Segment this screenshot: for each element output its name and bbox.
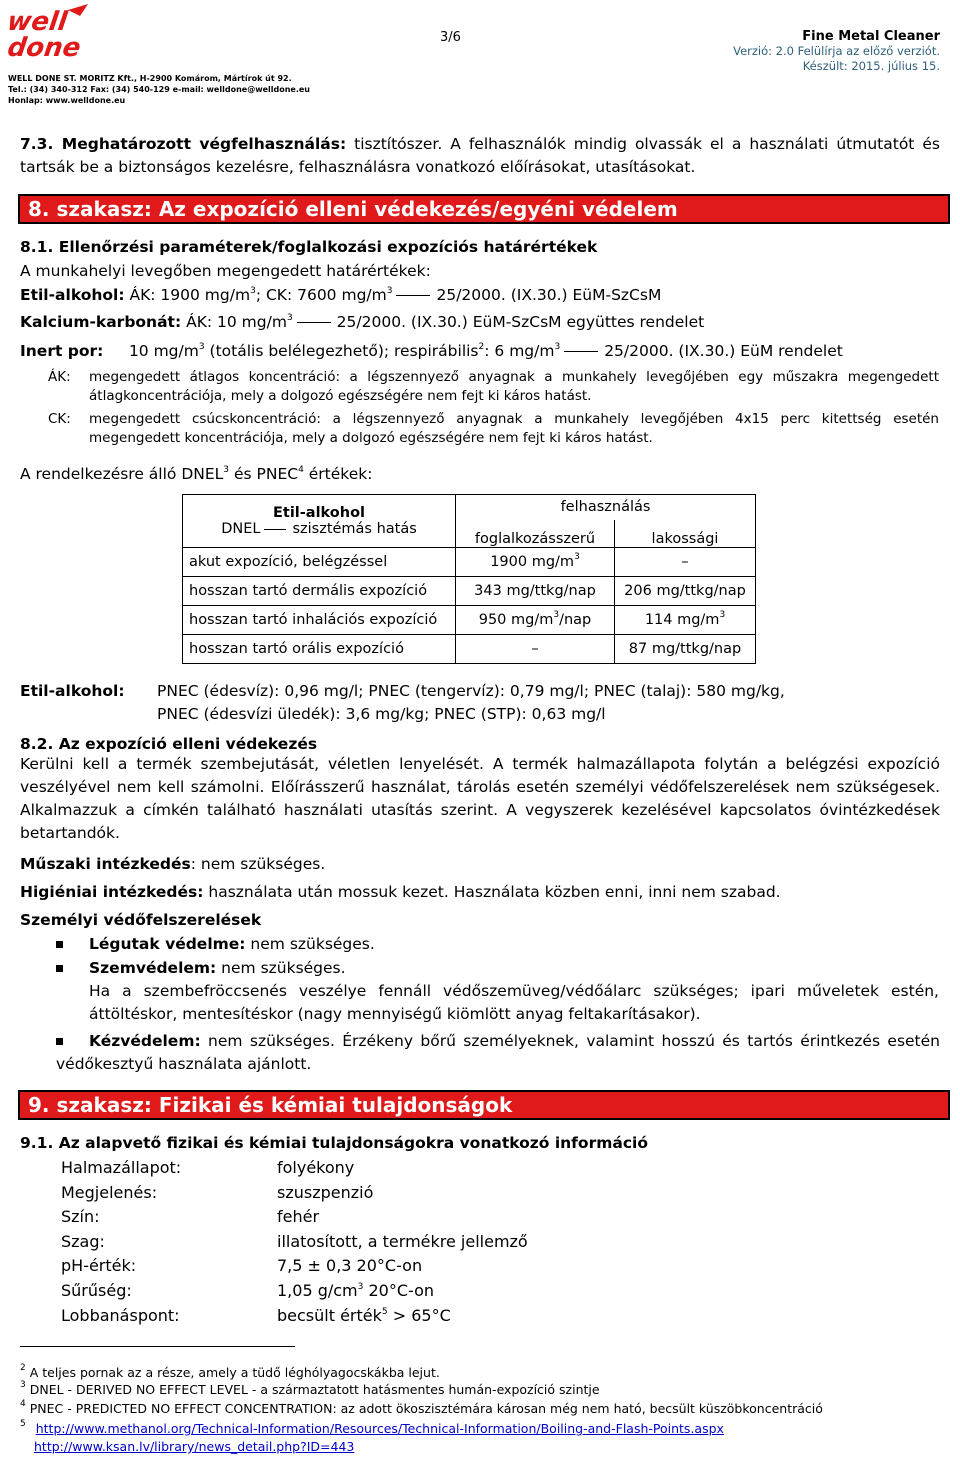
- sup: 3: [250, 286, 256, 296]
- document-header-right: [733, 29, 940, 74]
- company-web: Honlap: www.welldone.eu: [8, 96, 126, 105]
- sup: 3: [386, 286, 393, 296]
- cell-value: 1900 mg/m: [490, 554, 575, 570]
- item-label: Szemvédelem:: [89, 959, 217, 977]
- version-text: Verzió: 2.0 Felülírja az előző verziót.: [733, 44, 940, 58]
- table-row: [61, 1254, 528, 1279]
- cell-value-tail: /nap: [559, 612, 592, 628]
- section-8-2-heading: 8.2. Az expozíció elleni védekezés: [20, 735, 318, 753]
- sup: 3: [553, 610, 560, 620]
- limit-inert-desc: (totális belélegezhető); respirábilis: [209, 342, 479, 360]
- table-row: [61, 1230, 528, 1255]
- dnel-col-public: lakossági: [615, 520, 756, 548]
- prop-key: pH-érték:: [61, 1256, 137, 1276]
- limit-inert: [20, 340, 843, 362]
- value: 1,05 g/cm: [277, 1280, 358, 1300]
- section-8-2-text: Kerülni kell a termék szembejutását, véletlen lenyelését. A termék halmazállapota folytán a belégzési expozíció veszélyével nem kell számolni. Előírásszerű használat, tárolás esetén személyi védőfelszerelések nem szükségesek. Alkalmazzuk a címkén található használati utasítás szerint. A vegyszerek kezelésével kapcsolatos óvintézkedések betartandók.: [20, 755, 940, 842]
- table-row: [61, 1279, 528, 1304]
- dnel-intro-c: értékek:: [308, 465, 373, 483]
- sup: 3: [357, 1281, 364, 1292]
- dnel-cell: [615, 606, 756, 635]
- footnote: [20, 1365, 440, 1381]
- section-9-1-heading: 9.1. Az alapvető fizikai és kémiai tulajdonságokra vonatkozó információ: [20, 1134, 648, 1152]
- dash-line: [264, 529, 286, 530]
- date-text: Készült: 2015. július 15.: [802, 59, 940, 73]
- footnote-number: 2: [20, 1363, 26, 1373]
- prop-value: illatosított, a termékre jellemző: [277, 1231, 528, 1251]
- section-7-3-heading: 7.3. Meghatározott végfelhasználás:: [20, 135, 347, 153]
- ak-definition: megengedett átlagos koncentráció: a légszennyező anyagnak a munkahely levegőjében egy műszakra megengedett átlagkoncentrációja, mely a dolgozó egészségére nem fejt ki káros hatást.: [89, 369, 939, 404]
- sup: 5: [381, 1306, 388, 1317]
- table-row: [61, 1304, 528, 1329]
- ak-label: ÁK:: [48, 369, 71, 385]
- footnote-link[interactable]: http://www.methanol.org/Technical-Information/Resources/Technical-Information/Boiling-and-Flash-Points.aspx: [35, 1421, 724, 1436]
- sup: 3: [198, 342, 205, 352]
- limit-kalc-ak: ÁK: 10 mg/m: [186, 313, 287, 331]
- dnel-intro-b: és PNEC: [233, 465, 299, 483]
- item-extra: Ha a szembefröccsenés veszélye fennáll védőszemüveg/védőálarc szükséges; ipari műveletek estén, áttöltéskor, mentesítéskor (nagy mennyiségű kiömlött anyag feltakarításakor).: [89, 982, 939, 1023]
- footnote-text: A teljes pornak az a része, amely a tüdő léghólyagocskákba lejut.: [29, 1365, 440, 1380]
- muszaki-text: : nem szükséges.: [190, 855, 326, 873]
- footnote-number: 5: [20, 1419, 26, 1429]
- section-7-3: [20, 133, 940, 179]
- limit-kalc-ref: 25/2000. (IX.30.) EüM-SzCsM együttes rendelet: [336, 313, 705, 331]
- prop-key: Halmazállapot:: [61, 1158, 182, 1177]
- bullet-square-icon: [56, 941, 63, 948]
- prop-value: fehér: [277, 1207, 320, 1227]
- table-row: [183, 635, 756, 664]
- table-row: [61, 1156, 528, 1181]
- sup: 3: [223, 465, 230, 475]
- footnote-number: 3: [20, 1380, 26, 1390]
- bullet-square-icon: [56, 965, 63, 972]
- footnote: [20, 1421, 724, 1437]
- ck-definition: megengedett csúcskoncentráció: a légszennyező anyagnak a munkahely levegőjében 4x15 perc kitettség esetén megengedett koncentrációja, mely a dolgozó egészségére nem fejt ki káros hatást.: [89, 411, 939, 446]
- table-row: [61, 1205, 528, 1230]
- limit-etil: [20, 284, 661, 306]
- sup: 3: [574, 552, 580, 562]
- pnec-label: Etil-alkohol:: [20, 682, 125, 700]
- cell-value: 950 mg/m: [478, 612, 554, 628]
- prop-key: Szag:: [61, 1231, 105, 1251]
- section-8-title: 8. szakasz: Az expozíció elleni védekezés/egyéni védelem: [18, 194, 950, 224]
- table-row: [183, 548, 756, 577]
- value: becsült érték: [277, 1305, 382, 1325]
- item-text: nem szükséges.: [245, 935, 375, 953]
- prop-key: Sűrűség:: [61, 1280, 132, 1300]
- dnel-cell: [456, 548, 615, 577]
- limits-intro: A munkahelyi levegőben megengedett határértékek:: [20, 262, 431, 280]
- footnote: [20, 1401, 823, 1417]
- prop-value: folyékony: [277, 1158, 355, 1177]
- ck-label: CK:: [48, 411, 71, 427]
- prop-value: 7,5 ± 0,3 20°C-on: [277, 1256, 423, 1276]
- muszaki-label: Műszaki intézkedés: [20, 855, 191, 873]
- limit-kalc: [20, 311, 704, 333]
- bullet-square-icon: [56, 1038, 63, 1045]
- limit-etil-label: Etil-alkohol:: [20, 286, 125, 304]
- limit-etil-ref: 25/2000. (IX.30.) EüM-SzCsM: [436, 286, 662, 304]
- footnote-text: PNEC - PREDICTED NO EFFECT CONCENTRATION: az adott ökoszisztémára károsan még nem ható, becsült küszöbkoncentráció: [29, 1401, 823, 1416]
- dnel-label-a: DNEL: [221, 521, 261, 537]
- section-9-title: 9. szakasz: Fizikai és kémiai tulajdonságok: [18, 1090, 950, 1120]
- item-label: Kézvédelem:: [89, 1032, 201, 1050]
- dnel-row-label: hosszan tartó orális expozíció: [183, 635, 456, 664]
- limit-etil-ck: ; CK: 7600 mg/m: [255, 286, 387, 304]
- dnel-cell: –: [456, 635, 615, 664]
- dnel-row-label: hosszan tartó dermális expozíció: [183, 577, 456, 606]
- higienia-label: Higiéniai intézkedés:: [20, 883, 204, 901]
- section-7-3-text: tisztítószer. A felhasználók mindig olvassák el a használati útmutatót és tartsák be a biztonságos kezelésre, felhasználásra vonatkozó előírásokat, utasításokat.: [20, 135, 940, 176]
- limit-inert-resp: : 6 mg/m: [484, 342, 555, 360]
- dnel-cell: 343 mg/ttkg/nap: [456, 577, 615, 606]
- product-name: Fine Metal Cleaner: [802, 29, 940, 44]
- dnel-cell: –: [615, 548, 756, 577]
- pnec-line-1: PNEC (édesvíz): 0,96 mg/l; PNEC (tengervíz): 0,79 mg/l; PNEC (talaj): 580 mg/kg,: [157, 682, 785, 700]
- item-label: Légutak védelme:: [89, 935, 246, 953]
- table-row: [183, 606, 756, 635]
- section-8-1-heading: 8.1. Ellenőrzési paraméterek/foglalkozási expozíciós határértékek: [20, 238, 598, 256]
- list-item: [56, 933, 375, 955]
- limit-inert-label: Inert por:: [20, 342, 104, 360]
- limit-etil-ak: ÁK: 1900 mg/m: [129, 286, 251, 304]
- value-tail: 20°C-on: [363, 1280, 434, 1300]
- svg-text:done: done: [8, 33, 83, 60]
- dnel-intro-a: A rendelkezésre álló DNEL: [20, 465, 224, 483]
- company-logo: [8, 4, 88, 60]
- dnel-intro: [20, 463, 372, 485]
- prop-value: [277, 1304, 528, 1329]
- properties-list: [61, 1156, 528, 1328]
- dash-line: [297, 322, 331, 323]
- prop-key: Megjelenés:: [61, 1182, 158, 1202]
- dnel-cell: 87 mg/ttkg/nap: [615, 635, 756, 664]
- limit-kalc-label: Kalcium-karbonát:: [20, 313, 182, 331]
- dnel-cell: [456, 606, 615, 635]
- muszaki-line: [20, 853, 325, 875]
- table-row: [61, 1181, 528, 1206]
- sup: 4: [298, 465, 304, 475]
- cell-value: 114 mg/m: [644, 612, 720, 628]
- dnel-label: [189, 521, 449, 537]
- dnel-label-b: szisztémás hatás: [292, 521, 417, 537]
- sup: 3: [719, 610, 726, 620]
- dnel-cell: 206 mg/ttkg/nap: [615, 577, 756, 606]
- dnel-use-header: felhasználás: [456, 495, 756, 520]
- table-row: [183, 577, 756, 606]
- higienia-text: használata után mossuk kezet. Használata közben enni, inni nem szabad.: [203, 883, 781, 901]
- company-address: WELL DONE ST. MORITZ Kft., H-2900 Komárom, Mártírok út 92.: [8, 74, 292, 83]
- dnel-col-occupational: foglalkozásszerű: [456, 520, 615, 548]
- footnote-text: DNEL - DERIVED NO EFFECT LEVEL - a származtatott hatásmentes humán-expozíció szintje: [29, 1382, 600, 1397]
- footnote: [34, 1439, 354, 1455]
- prop-key: Lobbanáspont:: [61, 1305, 180, 1325]
- footnote: [20, 1382, 600, 1398]
- svg-text:well: well: [8, 7, 70, 37]
- sup: 2: [478, 342, 485, 352]
- dnel-table: [182, 494, 756, 664]
- prop-value: szuszpenzió: [277, 1182, 374, 1202]
- value-tail: > 65°C: [387, 1305, 451, 1325]
- sup: 3: [286, 313, 293, 323]
- dnel-row-label: hosszan tartó inhalációs expozíció: [183, 606, 456, 635]
- dash-line: [564, 351, 598, 352]
- list-item: [56, 957, 346, 979]
- pnec-line-2: PNEC (édesvízi üledék): 3,6 mg/kg; PNEC (STP): 0,63 mg/l: [157, 705, 606, 723]
- footnote-number: 4: [20, 1399, 26, 1409]
- limit-inert-ref: 25/2000. (IX.30.) EüM rendelet: [604, 342, 843, 360]
- limit-inert-value: 10 mg/m: [128, 342, 199, 360]
- dash-line: [396, 295, 430, 296]
- list-item: [56, 1030, 940, 1076]
- page-number: 3/6: [440, 30, 461, 45]
- sup: 3: [554, 342, 561, 352]
- item-text: nem szükséges. Érzékeny bőrű személyeknek, valamint hosszú és tartós érintkezés esetén védőkesztyű használata ajánlott.: [56, 1032, 940, 1073]
- prop-key: Szín:: [61, 1207, 100, 1227]
- szemelyi-heading: Személyi védőfelszerelések: [20, 911, 262, 929]
- higienia-line: [20, 881, 781, 903]
- item-text: nem szükséges.: [216, 959, 346, 977]
- dnel-table-header-substance: [183, 495, 456, 548]
- footnote-link[interactable]: http://www.ksan.lv/library/news_detail.php?ID=443: [34, 1439, 355, 1454]
- footnote-separator: [20, 1346, 295, 1347]
- dnel-row-label: akut expozíció, belégzéssel: [183, 548, 456, 577]
- dnel-substance: Etil-alkohol: [272, 505, 366, 521]
- company-contact: Tel.: (34) 340-312 Fax: (34) 540-129 e-mail: welldone@welldone.eu: [8, 85, 310, 94]
- prop-value: [277, 1279, 528, 1304]
